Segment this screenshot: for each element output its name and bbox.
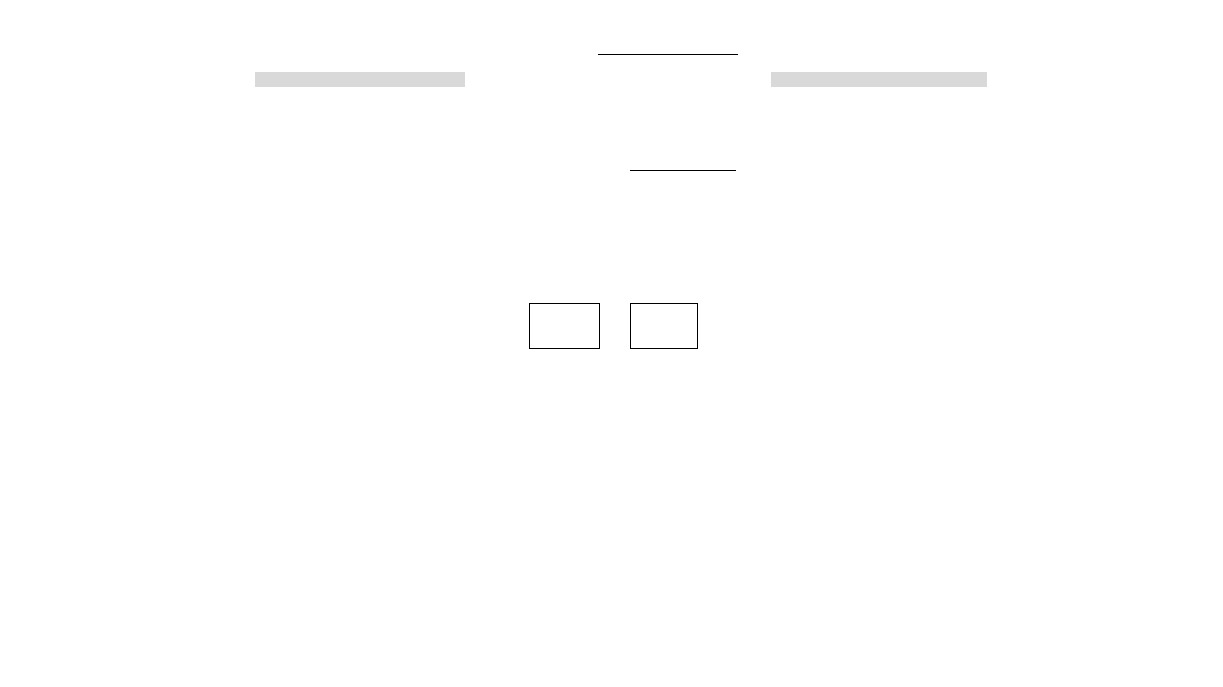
visitors-scoring-shade bbox=[771, 72, 987, 87]
time-started-field[interactable] bbox=[630, 170, 736, 171]
played-at-field[interactable] bbox=[598, 54, 738, 55]
away-total-shots-box[interactable] bbox=[630, 303, 698, 349]
home-scoring-shade bbox=[255, 72, 465, 87]
home-total-shots-box[interactable] bbox=[529, 303, 600, 349]
